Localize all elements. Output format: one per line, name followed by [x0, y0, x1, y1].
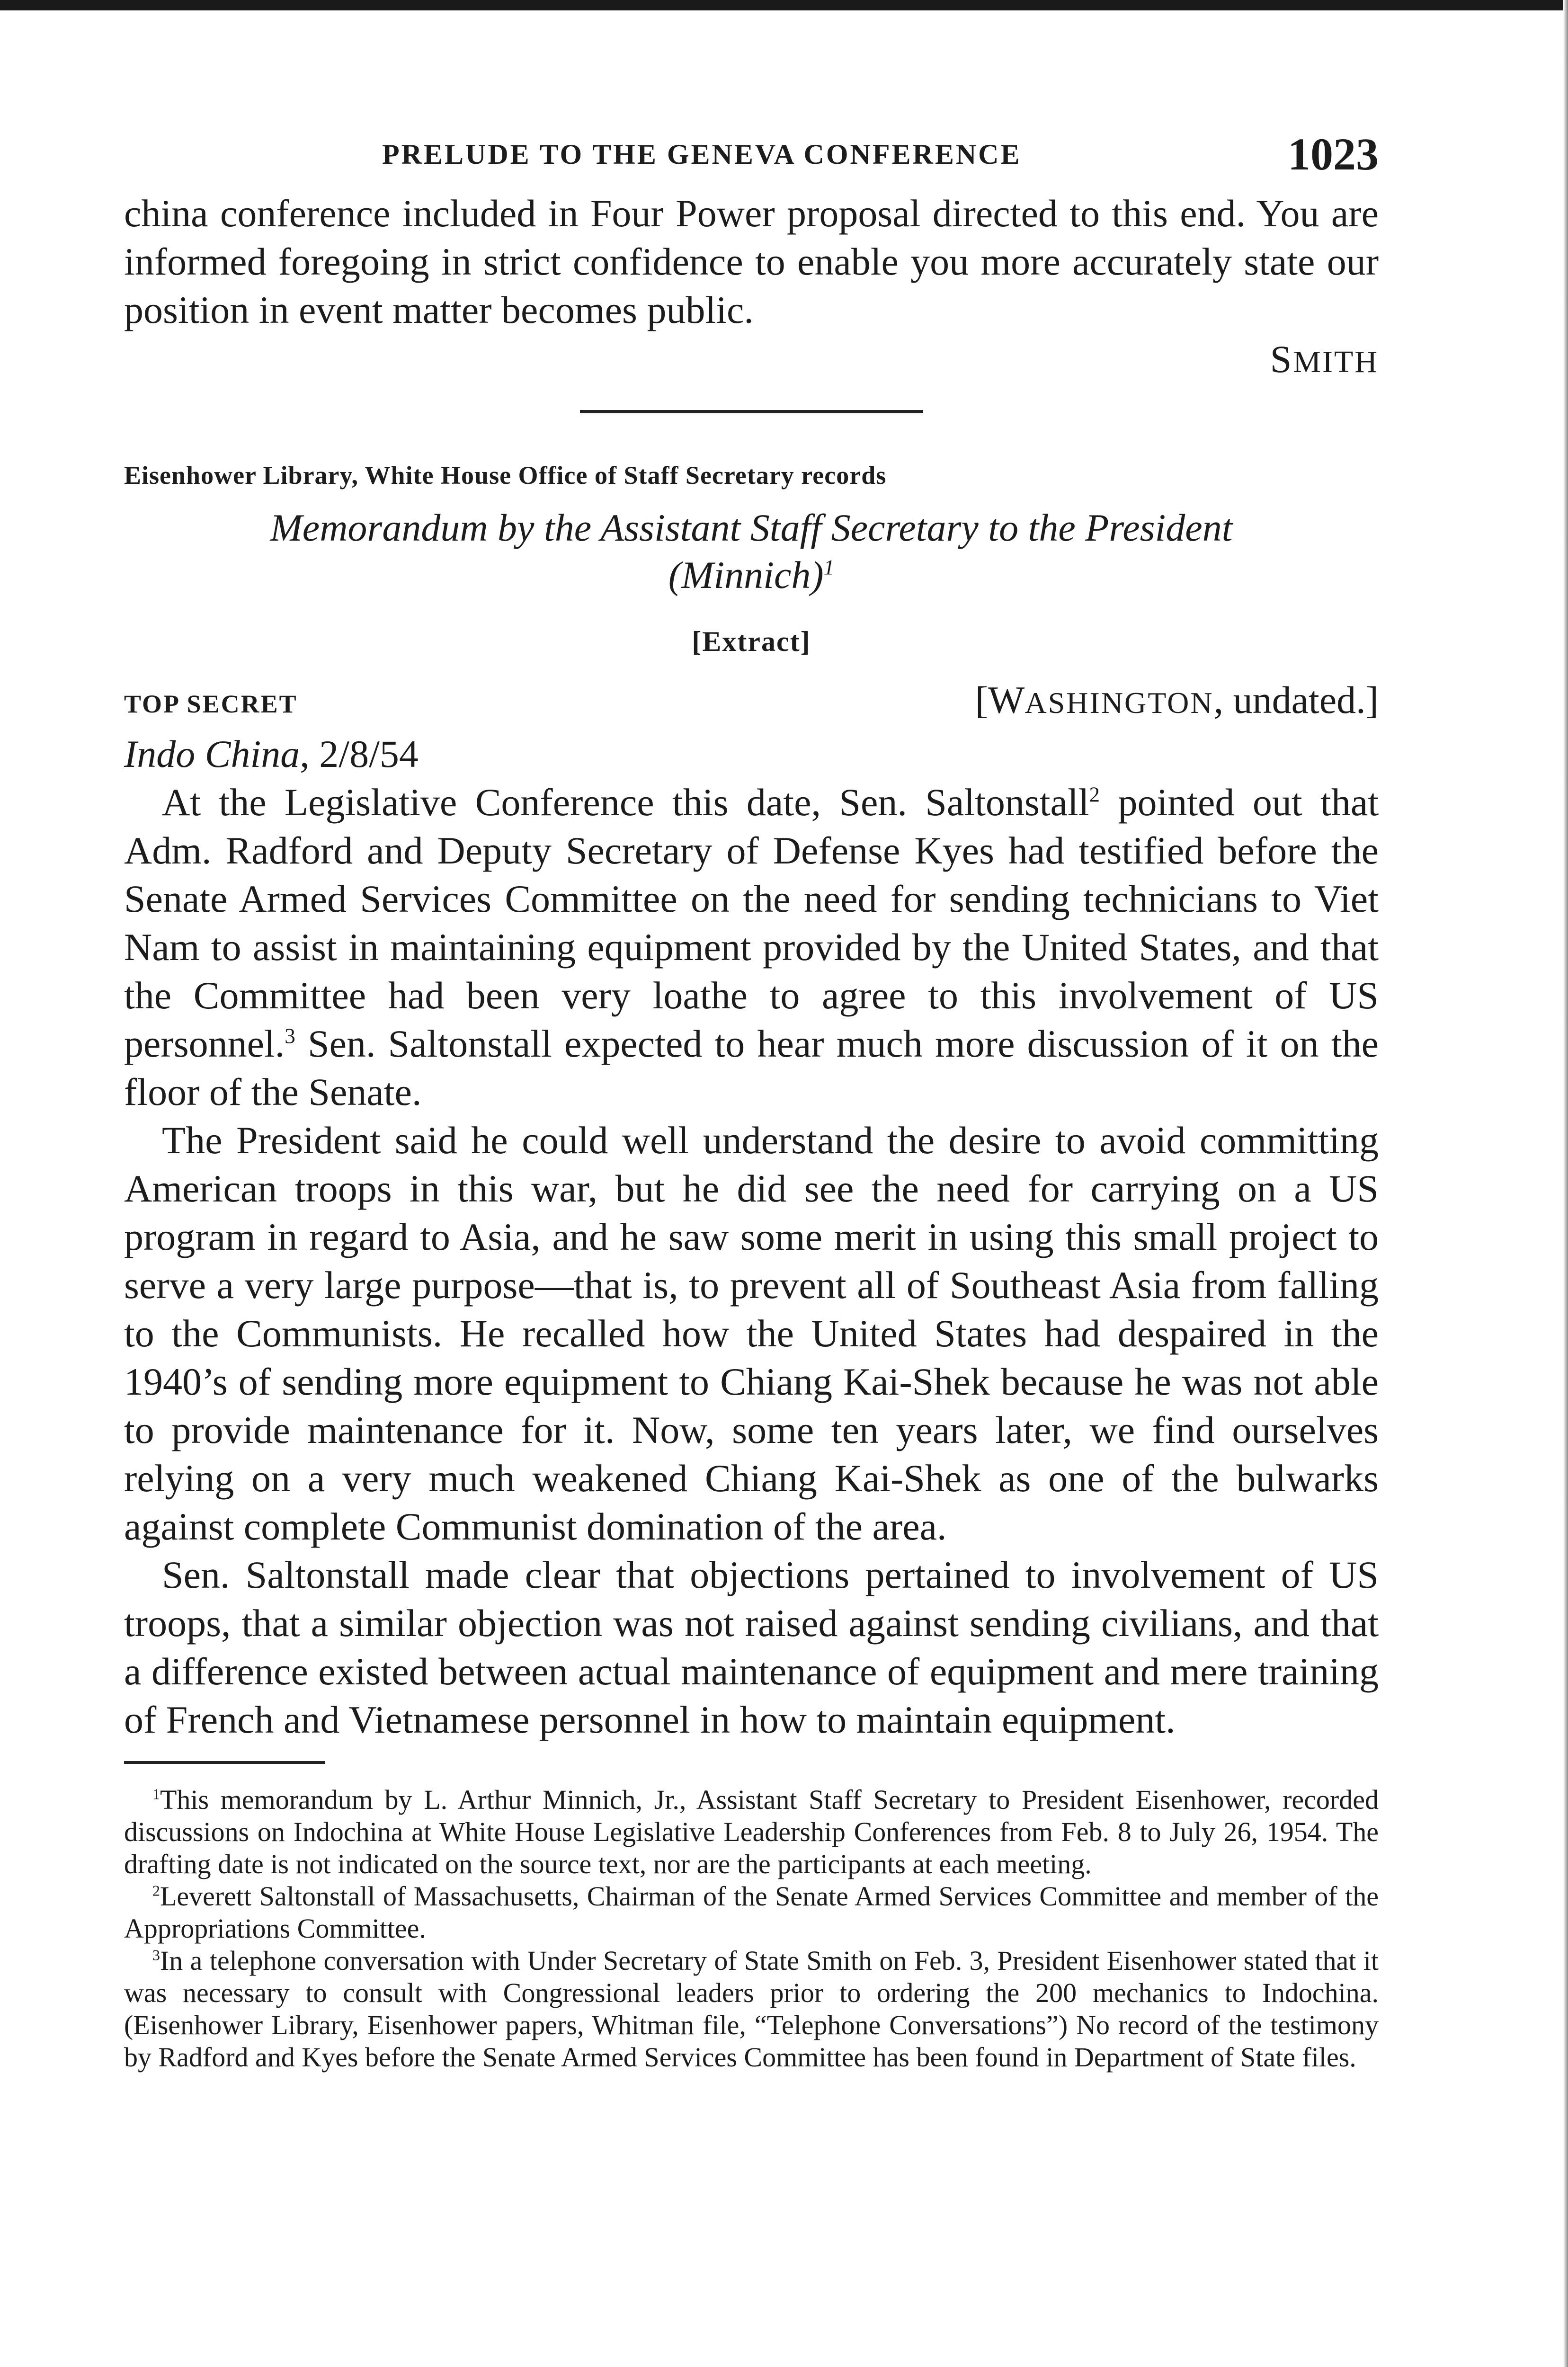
page: [124, 128, 1379, 2073]
paragraph-2: The President said he could well understand the desire to avoid committing American troops in this war, but he did see the need for carrying on a US program in regard to Asia, and he saw some merit in using this small project to serve a very large purpose—that is, to prevent all of Southeast Asia from falling to the Communists. He recalled how the United States had despaired in the 1940’s of sending more equipment to Chiang Kai-Shek because he was not able to provide maintenance for it. Now, some ten years later, we find ourselves relying on a very much weakened Chiang Kai-Shek as one of the bulwarks against complete Communist domination of the area.: [124, 1119, 1379, 1548]
source-note: Eisenhower Library, White House Office of Staff Secretary records: [124, 461, 887, 489]
footnotes: [124, 1784, 1379, 2073]
document-title-line2-wrap: [124, 552, 1379, 599]
extract-label: [Extract]: [692, 626, 811, 657]
paragraph-1-part-a: At the Legislative Conference this date, Sen. Saltonstall: [162, 781, 1089, 824]
scan-edge-right: [1563, 0, 1568, 2367]
paragraph-1: [124, 778, 1379, 1116]
subhead-date: , 2/8/54: [300, 732, 419, 775]
section-divider: [580, 410, 923, 413]
footnote-1-text: This memorandum by L. Arthur Minnich, Jr., Assistant Staff Secretary to President Eisenhower, recorded discussions on Indochina at White House Legislative Leadership Conferences from Feb. 8 to July 26, 1954. The drafting date is not indicated on the source text, nor are the participants at each meeting.: [124, 1784, 1379, 1879]
memo-body: [124, 778, 1379, 1744]
classification-label: TOP SECRET: [124, 690, 298, 718]
footnote-ref-3: 3: [285, 1024, 295, 1048]
signature-initial: S: [1270, 338, 1293, 381]
footnote-2-number: 2: [152, 1882, 160, 1899]
footnote-rule: [124, 1761, 325, 1764]
footnote-ref-2: 2: [1089, 783, 1100, 807]
paragraph-1-part-c: Sen. Saltonstall expected to hear much more discussion of it on the floor of the Senate.: [124, 1022, 1379, 1113]
page-number: 1023: [1288, 129, 1379, 179]
footnote-3-text: In a telephone conversation with Under Secretary of State Smith on Feb. 3, President Eisenhower stated that it was necessary to consult with Congressional leaders prior to ordering the 200 mechanics to Indochina. (Eisenhower Library, Eisenhower papers, Whitman file, “Telephone Conversations”) No record of the testimony by Radford and Kyes before the Senate Armed Services Committee has been found in Department of State files.: [124, 1945, 1379, 2073]
running-head: [124, 128, 1379, 185]
classification-row: [124, 678, 1379, 730]
subhead: [124, 730, 1379, 778]
signature: [124, 337, 1379, 382]
place-suffix: , undated.]: [1213, 678, 1379, 721]
document-title-line2: (Minnich): [668, 553, 824, 596]
subhead-topic: Indo China: [124, 732, 300, 775]
document-title-line1: Memorandum by the Assistant Staff Secretary to the President: [270, 506, 1233, 549]
paragraph-3: Sen. Saltonstall made clear that objections pertained to involvement of US troops, that a similar objection was not raised against sending civilians, and that a difference existed between actual maintenance of equipment and mere training of French and Vietnamese personnel in how to maintain equipment.: [124, 1553, 1379, 1741]
footnote-3-number: 3: [152, 1947, 160, 1964]
footnote-1-number: 1: [152, 1786, 160, 1803]
footnote-3: [124, 1945, 1379, 2073]
place-date: [975, 678, 1379, 722]
footnote-2-text: Leverett Saltonstall of Massachusetts, Chairman of the Senate Armed Services Committee and member of the Appropriations Committee.: [124, 1881, 1379, 1944]
continuation-paragraph: china conference included in Four Power proposal directed to this end. You are informed foregoing in strict confidence to enable you more accurately state our position in event matter becomes public.: [124, 192, 1379, 331]
scan-edge-top: [0, 0, 1568, 10]
paragraph-1-part-b: pointed out that Adm. Radford and Deputy Secretary of Defense Kyes had testified before the Senate Armed Services Committee on the need for sending technicians to Viet Nam to assist in maintaining equipment provided by the United States, and that the Committee had been very loathe to agree to this involvement of US personnel.: [124, 781, 1379, 1065]
footnote-2: [124, 1880, 1379, 1945]
place-rest: ASHINGTON: [1025, 686, 1214, 720]
document-title: [124, 504, 1379, 599]
running-title: PRELUDE TO THE GENEVA CONFERENCE: [382, 139, 1022, 170]
place-initial: W: [988, 678, 1025, 721]
signature-rest: MITH: [1293, 345, 1379, 379]
footnote-ref-1: 1: [823, 555, 835, 579]
place-open: [: [975, 678, 989, 721]
footnote-1: [124, 1784, 1379, 1880]
